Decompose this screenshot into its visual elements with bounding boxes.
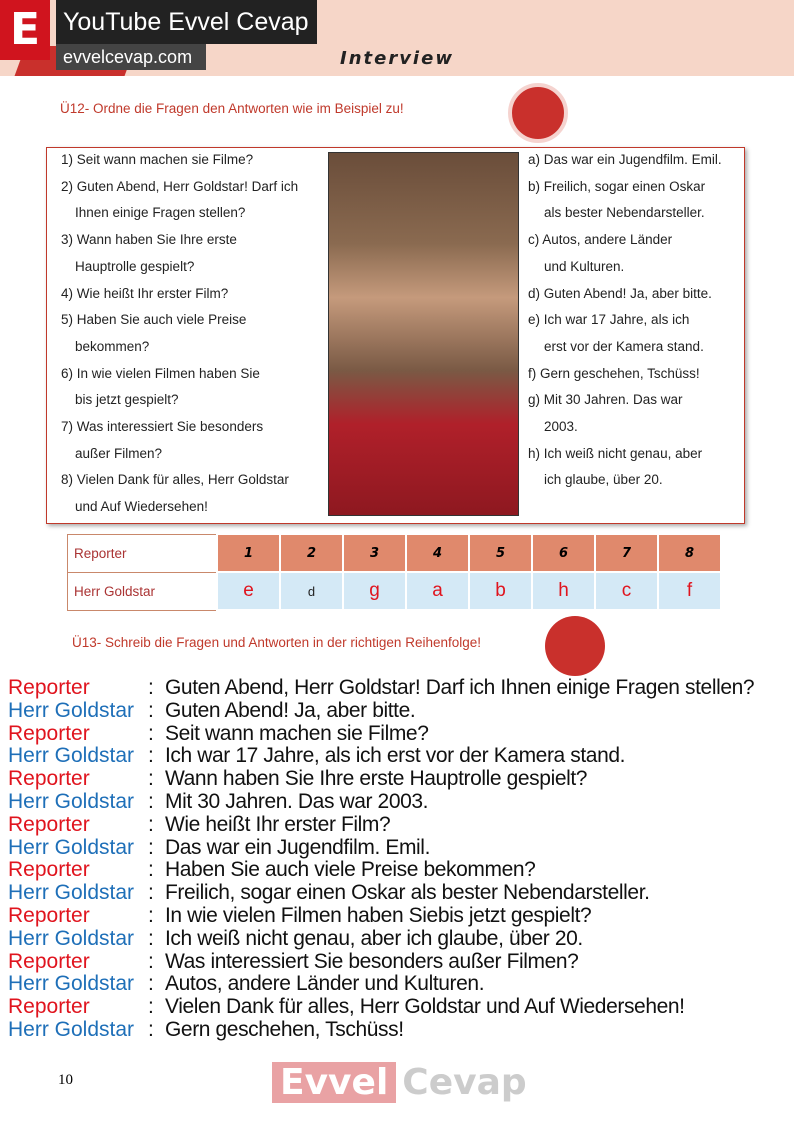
dialogue-line: [8, 723, 754, 746]
colon: :: [148, 858, 154, 882]
letter-cell: c: [595, 572, 658, 610]
number-cell: 6: [532, 534, 595, 572]
u12-title: Ü12- Ordne die Fragen den Antworten wie im Beispiel zu!: [60, 101, 404, 116]
answer-line: erst vor der Kamera stand.: [544, 338, 704, 354]
colon: :: [148, 835, 154, 859]
answer-line: ich glaube, über 20.: [544, 472, 663, 488]
question-line: 6) In wie vielen Filmen haben Sie: [61, 365, 260, 381]
line-text: Mit 30 Jahren. Das war 2003.: [165, 789, 429, 813]
line-text: Wann haben Sie Ihre erste Hauptrolle gespielt?: [165, 767, 588, 791]
speaker: Herr Goldstar: [8, 881, 135, 905]
portrait-photo: [328, 152, 519, 516]
number-cell: 5: [469, 534, 532, 572]
dialogue-line: [8, 677, 754, 700]
answer-line: g) Mit 30 Jahren. Das war: [528, 392, 683, 408]
line-text: Gern geschehen, Tschüss!: [165, 1017, 404, 1041]
page-number: 10: [58, 1072, 73, 1088]
colon: :: [148, 721, 154, 745]
line-text: Freilich, sogar einen Oskar als bester Nebendarsteller.: [165, 881, 650, 905]
colon: :: [148, 744, 154, 768]
speaker: Reporter: [8, 812, 90, 836]
answer-table: [67, 533, 722, 611]
dialogue-line: [8, 951, 754, 974]
question-line: außer Filmen?: [75, 445, 163, 461]
colon: :: [148, 949, 154, 973]
speaker: Herr Goldstar: [8, 698, 135, 722]
logo-e: E: [0, 0, 50, 60]
speaker: Herr Goldstar: [8, 972, 135, 996]
question-line: 2) Guten Abend, Herr Goldstar! Darf ich: [61, 178, 299, 194]
reporter-label: Reporter: [68, 534, 218, 572]
question-line: 4) Wie heißt Ihr erster Film?: [61, 285, 229, 301]
line-text: Guten Abend! Ja, aber bitte.: [165, 698, 416, 722]
dialogue-line: [8, 837, 754, 860]
logo-cevap: Cevap: [402, 1062, 527, 1103]
logo-evvel: Evvel: [272, 1062, 396, 1103]
question-line: 3) Wann haben Sie Ihre erste: [61, 232, 237, 248]
question-line: 7) Was interessiert Sie besonders: [61, 419, 264, 435]
colon: :: [148, 995, 154, 1019]
line-text: Guten Abend, Herr Goldstar! Darf ich Ihnen einige Fragen stellen?: [165, 676, 755, 699]
dialogue-line: [8, 814, 754, 837]
goldstar-label: Herr Goldstar: [68, 572, 218, 610]
speaker: Herr Goldstar: [8, 744, 135, 768]
question-line: Ihnen einige Fragen stellen?: [75, 205, 246, 221]
colon: :: [148, 926, 154, 950]
letter-cell: f: [658, 572, 721, 610]
speaker: Reporter: [8, 949, 90, 973]
question-line: 8) Vielen Dank für alles, Herr Goldstar: [61, 472, 289, 488]
footer-logo: [272, 1062, 527, 1106]
dialogue: [8, 677, 754, 1042]
letter-cell: g: [343, 572, 406, 610]
line-text: Haben Sie auch viele Preise bekommen?: [165, 858, 536, 882]
speaker: Herr Goldstar: [8, 926, 135, 950]
colon: :: [148, 676, 154, 699]
dialogue-line: [8, 791, 754, 814]
dialogue-line: [8, 928, 754, 951]
question-line: bis jetzt gespielt?: [75, 392, 179, 408]
dialogue-line: [8, 996, 754, 1019]
number-cell: 8: [658, 534, 721, 572]
dialogue-line: [8, 745, 754, 768]
answer-line: 2003.: [544, 419, 578, 435]
youtube-label: YouTube Evvel Cevap: [56, 0, 317, 44]
pencil-icon: [545, 616, 605, 676]
question-line: und Auf Wiedersehen!: [75, 499, 208, 515]
line-text: Wie heißt Ihr erster Film?: [165, 812, 391, 836]
number-cell: 3: [343, 534, 406, 572]
question-line: 5) Haben Sie auch viele Preise: [61, 312, 247, 328]
question-line: Hauptrolle gespielt?: [75, 258, 195, 274]
questions: [61, 147, 298, 521]
number-cell: 7: [595, 534, 658, 572]
colon: :: [148, 881, 154, 905]
letter-cell: h: [532, 572, 595, 610]
line-text: Ich war 17 Jahre, als ich erst vor der Kamera stand.: [165, 744, 626, 768]
colon: :: [148, 1017, 154, 1041]
speaker: Reporter: [8, 995, 90, 1019]
speaker: Reporter: [8, 721, 90, 745]
letter-cell: b: [469, 572, 532, 610]
letter-cell: d: [280, 572, 343, 610]
answer-line: c) Autos, andere Länder: [528, 232, 673, 248]
page-title: Interview: [340, 48, 454, 69]
answers: [528, 147, 722, 494]
dialogue-line: [8, 882, 754, 905]
speaker: Reporter: [8, 676, 90, 699]
line-text: Was interessiert Sie besonders außer Filmen?: [165, 949, 579, 973]
question-line: bekommen?: [75, 338, 150, 354]
answer-line: h) Ich weiß nicht genau, aber: [528, 445, 703, 461]
answer-line: a) Das war ein Jugendfilm. Emil.: [528, 152, 722, 167]
dialogue-line: [8, 973, 754, 996]
answer-line: und Kulturen.: [544, 258, 625, 274]
dialogue-line: [8, 905, 754, 928]
number-cell: 2: [280, 534, 343, 572]
speaker: Reporter: [8, 903, 90, 927]
dialogue-line: [8, 768, 754, 791]
speaking-icon: [508, 83, 568, 143]
number-cell: 4: [406, 534, 469, 572]
answer-line: e) Ich war 17 Jahre, als ich: [528, 312, 690, 328]
number-cell: 1: [217, 534, 280, 572]
dialogue-line: [8, 859, 754, 882]
u13-title: Ü13- Schreib die Fragen und Antworten in der richtigen Reihenfolge!: [72, 635, 481, 650]
colon: :: [148, 812, 154, 836]
site-label: evvelcevap.com: [56, 44, 206, 70]
answer-line: f) Gern geschehen, Tschüss!: [528, 365, 700, 381]
line-text: Ich weiß nicht genau, aber ich glaube, über 20.: [165, 926, 583, 950]
line-text: Das war ein Jugendfilm. Emil.: [165, 835, 430, 859]
letter-cell: e: [217, 572, 280, 610]
letter-cell: a: [406, 572, 469, 610]
dialogue-line: [8, 700, 754, 723]
colon: :: [148, 903, 154, 927]
line-text: Vielen Dank für alles, Herr Goldstar und Auf Wiedersehen!: [165, 995, 685, 1019]
question-line: 1) Seit wann machen sie Filme?: [61, 152, 254, 167]
line-text: Autos, andere Länder und Kulturen.: [165, 972, 485, 996]
answer-line: b) Freilich, sogar einen Oskar: [528, 178, 706, 194]
line-text: Seit wann machen sie Filme?: [165, 721, 429, 745]
line-text: In wie vielen Filmen haben Siebis jetzt gespielt?: [165, 903, 592, 927]
colon: :: [148, 789, 154, 813]
speaker: Reporter: [8, 767, 90, 791]
answer-line: d) Guten Abend! Ja, aber bitte.: [528, 285, 712, 301]
speaker: Reporter: [8, 858, 90, 882]
speaker: Herr Goldstar: [8, 835, 135, 859]
colon: :: [148, 698, 154, 722]
answer-line: als bester Nebendarsteller.: [544, 205, 705, 221]
colon: :: [148, 972, 154, 996]
colon: :: [148, 767, 154, 791]
speaker: Herr Goldstar: [8, 789, 135, 813]
dialogue-line: [8, 1019, 754, 1042]
speaker: Herr Goldstar: [8, 1017, 135, 1041]
